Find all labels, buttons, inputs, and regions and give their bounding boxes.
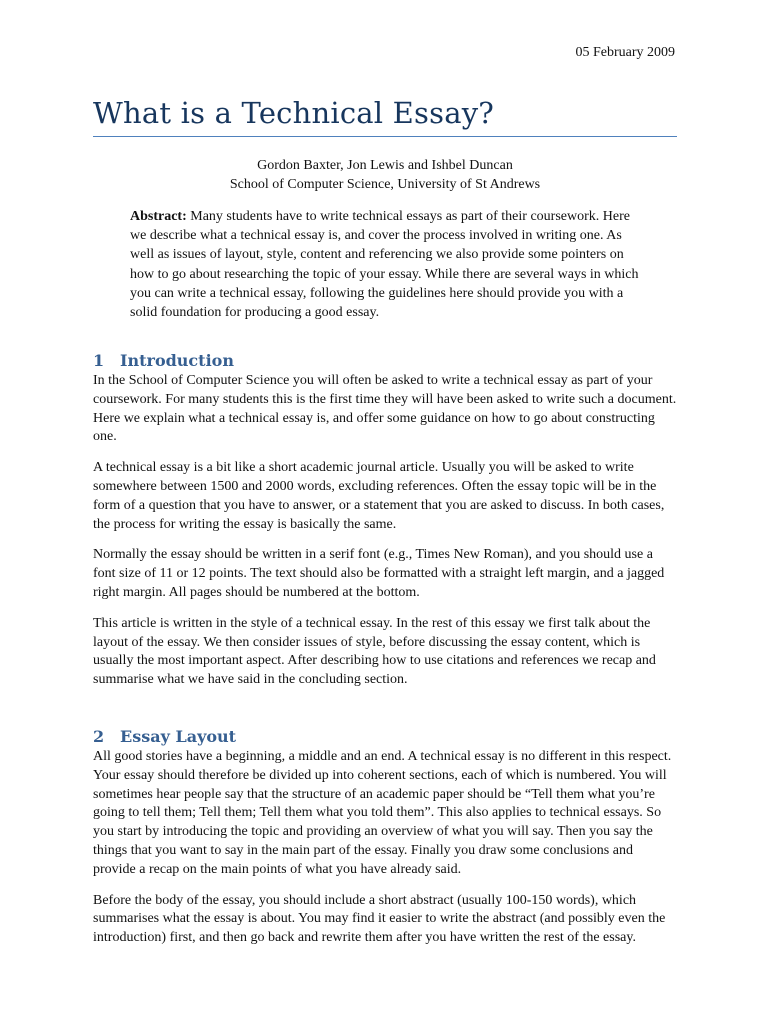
document-title: What is a Technical Essay? bbox=[93, 96, 495, 130]
document-date: 05 February 2009 bbox=[575, 45, 675, 60]
abstract-label: Abstract: bbox=[130, 209, 187, 224]
section-title: Introduction bbox=[120, 351, 234, 370]
paragraph: A technical essay is a bit like a short academic journal article. Usually you will be asked to write somewhere between 1500 and 2000 words, excluding references. Often the essay topic will be in the form of a question that you have to answer, or a statement that you are asked to discuss. In both cases, the process for writing the essay is basically the same. bbox=[93, 460, 665, 532]
author-affiliation: School of Computer Science, University of St Andrews bbox=[229, 177, 541, 192]
paragraph: This article is written in the style of a technical essay. In the rest of this essay we first talk about the layout of the essay. We then consider issues of style, before discussing the essay content, which is usually the most important aspect. After describing how to use citations and references we recap and summarise what we have said in the concluding section. bbox=[93, 615, 656, 688]
section-heading bbox=[93, 727, 677, 747]
section-number: 1 bbox=[93, 351, 105, 370]
abstract-text: Many students have to write technical essays as part of their coursework. Here we describe what a technical essay is, and cover the process involved in writing one. As well as issues of layout, style, content and referencing we also provide some pointers on how to go about researching the topic of your essay. While there are several ways in which you can write a technical essay, following the guidelines here should provide you with a solid foundation for producing a good essay. bbox=[130, 209, 639, 321]
section-introduction bbox=[93, 351, 677, 690]
paragraph: In the School of Computer Science you will often be asked to write a technical essay as part of your coursework. For many students this is the first time they will have been asked to write such a document. Here we explain what a technical essay is, and offer some guidance on how to go about constructing one. bbox=[93, 373, 677, 445]
section-essay-layout bbox=[93, 727, 677, 948]
paragraph: Before the body of the essay, you should include a short abstract (usually 100-150 words), which summarises what the essay is about. You may find it easier to write the abstract (and possibly even the introduction) first, and then go back and rewrite them after you have written the rest of the essay. bbox=[93, 892, 666, 946]
author-names: Gordon Baxter, Jon Lewis and Ishbel Duncan bbox=[257, 158, 513, 173]
author-block bbox=[93, 156, 677, 194]
section-number: 2 bbox=[93, 727, 105, 746]
section-title: Essay Layout bbox=[120, 727, 237, 746]
section-heading bbox=[93, 351, 677, 371]
paragraph: All good stories have a beginning, a middle and an end. A technical essay is no different in this respect. Your essay should therefore be divided up into coherent sections, each of which is numbered. You will sometimes hear people say that the structure of an academic paper should be “Tell them what you’re going to tell them; Tell them; Tell them what you told them”. This also applies to technical essays. So you start by introducing the topic and providing an overview of what you will say. Then you say the things that you want to say in the main part of the essay. Finally you draw some conclusions and provide a recap on the main points of what you have already said. bbox=[93, 749, 672, 877]
abstract bbox=[130, 207, 645, 322]
title-divider bbox=[93, 136, 677, 137]
paragraph: Normally the essay should be written in a serif font (e.g., Times New Roman), and you should use a font size of 11 or 12 points. The text should also be formatted with a straight left margin, and a jagged right margin. All pages should be numbered at the bottom. bbox=[93, 547, 665, 600]
